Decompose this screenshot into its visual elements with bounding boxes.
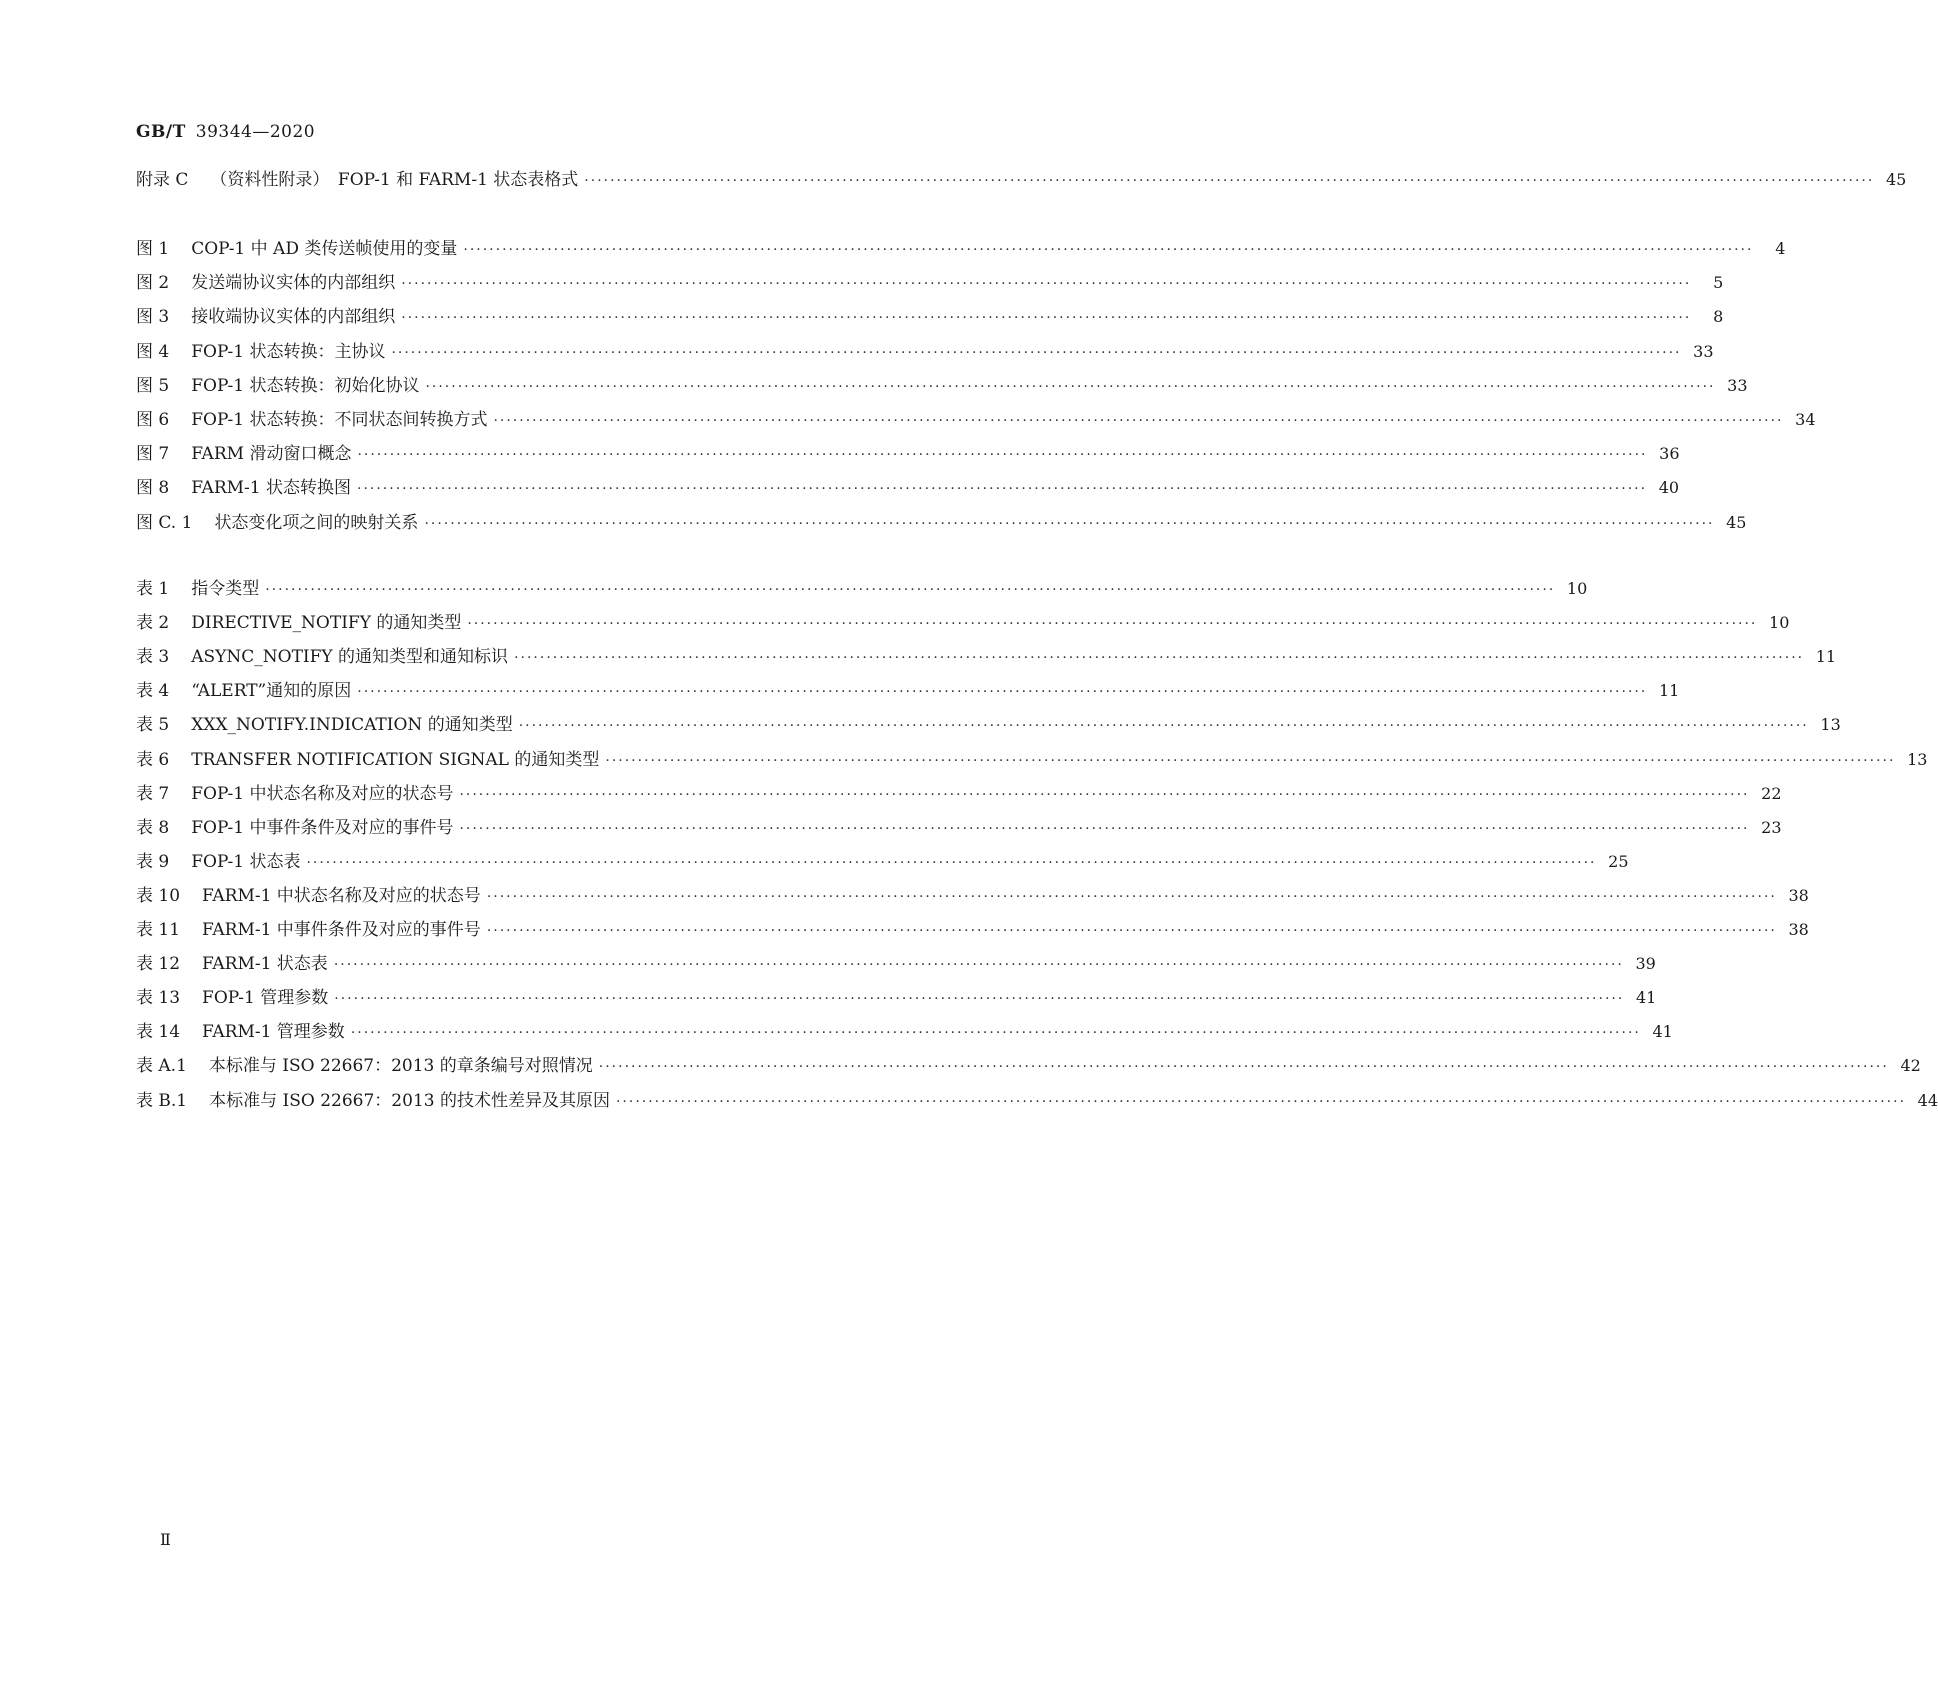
toc-entry-title: FOP-1 状态转换：主协议 <box>191 341 386 362</box>
toc-entry-label <box>136 710 513 740</box>
toc-entry-label <box>136 371 419 401</box>
toc-entry-label <box>136 642 508 672</box>
toc-entry-number: 表 A.1 <box>136 1056 187 1077</box>
toc-leader-dots: ········································································································································································································ <box>391 344 1682 361</box>
toc-entry-title: FARM-1 中状态名称及对应的状态号 <box>202 885 481 906</box>
toc-leader-dots: ········································································································································································································ <box>463 242 1754 258</box>
toc-entry-page: 41 <box>1635 988 1657 1008</box>
toc-leader-dots: ········································································································································································································ <box>598 1059 1889 1076</box>
page-number: Ⅱ <box>160 1530 171 1549</box>
toc-entry-number: 表 7 <box>136 783 170 804</box>
toc-entry[interactable] <box>136 915 1809 945</box>
toc-entry-page: 34 <box>1795 410 1816 429</box>
toc-entry-page: 40 <box>1658 478 1680 498</box>
toc-leader-dots: ········································································································································································································ <box>459 786 1750 803</box>
toc-entry-number: 表 12 <box>136 954 181 975</box>
toc-entry-label <box>136 949 328 979</box>
toc-entry-title: 指令类型 <box>191 579 260 599</box>
toc-entry-page: 41 <box>1652 1022 1673 1042</box>
page-header <box>136 122 315 142</box>
toc-entry-page: 22 <box>1761 783 1782 803</box>
toc-entry-number: 表 2 <box>136 613 170 634</box>
toc-entry-label <box>136 847 300 877</box>
toc-entry-page: 11 <box>1815 647 1837 667</box>
toc-entry[interactable] <box>136 881 1809 911</box>
toc-entry-page: 8 <box>1713 307 1724 327</box>
toc-leader-dots: ········································································································································································································ <box>333 957 1624 974</box>
toc-leader-dots: ········································································································································································································ <box>493 413 1784 429</box>
toc-entry-label <box>136 165 578 195</box>
toc-entry-label <box>136 1086 610 1116</box>
toc-entry[interactable] <box>136 234 1786 264</box>
toc-entry-number: 表 4 <box>136 681 170 702</box>
toc-entry-number: 表 1 <box>136 579 170 599</box>
toc-entry[interactable] <box>136 642 1837 672</box>
toc-leader-dots: ········································································································································································································ <box>306 854 1597 871</box>
toc-entry-title: DIRECTIVE_NOTIFY 的通知类型 <box>191 613 462 634</box>
toc-entry-page: 36 <box>1659 444 1680 464</box>
toc-entry-page: 33 <box>1693 341 1714 361</box>
toc-entry-page: 10 <box>1566 579 1588 598</box>
toc-entry-label <box>136 813 453 843</box>
toc-entry-page: 23 <box>1761 817 1782 837</box>
toc-entry-number: 图 7 <box>136 444 170 465</box>
standard-code: GB/T <box>136 122 186 142</box>
toc-entry-page: 13 <box>1907 749 1928 769</box>
toc-entry-page: 5 <box>1713 273 1724 293</box>
toc-leader-dots: ········································································································································································································ <box>401 276 1692 293</box>
toc-entry-label <box>136 745 599 775</box>
toc-entry-title: TRANSFER NOTIFICATION SIGNAL 的通知类型 <box>191 749 600 770</box>
toc-entry[interactable] <box>136 473 1680 503</box>
toc-entry-title: ASYNC_NOTIFY 的通知类型和通知标识 <box>191 647 509 668</box>
toc-leader-dots: ········································································································································································································ <box>584 173 1875 189</box>
toc-entry-title: 本标准与 ISO 22667：2013 的章条编号对照情况 <box>208 1056 593 1077</box>
toc-entry-page: 38 <box>1788 920 1809 939</box>
toc-entry[interactable] <box>136 508 1747 538</box>
toc-entry[interactable] <box>136 302 1724 332</box>
toc-leader-dots: ········································································································································································································ <box>605 752 1896 769</box>
toc-entry-number: 表 9 <box>136 851 170 872</box>
toc-leader-dots: ········································································································································································································ <box>357 447 1648 464</box>
toc-entry-title: FARM-1 管理参数 <box>202 1022 345 1043</box>
toc-leader-dots: ········································································································································································································ <box>350 1025 1641 1042</box>
toc-entry-title: FARM-1 状态转换图 <box>191 478 351 499</box>
toc-entry-title: FOP-1 中状态名称及对应的状态号 <box>191 783 454 804</box>
toc-entry[interactable] <box>136 847 1629 877</box>
toc-entry-page: 13 <box>1820 715 1841 735</box>
toc-entry-number: 图 5 <box>136 375 170 396</box>
toc-entry-page: 44 <box>1917 1090 1938 1110</box>
toc-entry-title: 接收端协议实体的内部组织 <box>191 307 396 328</box>
toc-entry-page: 11 <box>1658 681 1680 701</box>
toc-entry-label <box>136 234 457 264</box>
toc-entry-title: “ALERT”通知的原因 <box>191 681 352 702</box>
toc-entry-label <box>136 608 461 638</box>
toc-entry-label <box>136 779 453 809</box>
toc-leader-dots: ········································································································································································································ <box>265 582 1556 598</box>
toc-entry-number: 表 8 <box>136 817 170 838</box>
toc-entry-title: XXX_NOTIFY.INDICATION 的通知类型 <box>191 715 513 736</box>
toc-entry-number: 表 14 <box>136 1022 181 1043</box>
toc-entry-label <box>136 983 328 1013</box>
toc-entry[interactable] <box>136 1051 1921 1081</box>
toc-entry[interactable] <box>136 1086 1938 1116</box>
toc-entry[interactable] <box>136 813 1782 843</box>
toc-leader-dots: ········································································································································································································ <box>357 481 1648 498</box>
toc-entry-label <box>136 915 481 945</box>
toc-entry-label <box>136 1017 345 1047</box>
toc-entry-number: 图 C. 1 <box>136 512 193 533</box>
toc-entry-title: FOP-1 状态表 <box>191 851 301 872</box>
toc-entry-page: 33 <box>1727 375 1748 395</box>
toc-entry-title: FARM-1 状态表 <box>202 954 328 975</box>
toc-entry-label <box>136 881 481 911</box>
toc-entry-label <box>136 473 351 503</box>
toc-entry-page: 45 <box>1885 170 1907 189</box>
toc-entry[interactable] <box>136 1017 1673 1047</box>
toc-entry-title: FOP-1 状态转换：初始化协议 <box>191 375 420 396</box>
toc-entry-title: COP-1 中 AD 类传送帧使用的变量 <box>191 239 458 259</box>
toc-entry-title: FOP-1 中事件条件及对应的事件号 <box>191 817 454 838</box>
toc-entry[interactable] <box>136 608 1790 638</box>
toc-entry-label <box>136 302 395 332</box>
toc-leader-dots: ········································································································································································································ <box>459 820 1750 837</box>
toc-entry[interactable] <box>136 983 1657 1013</box>
toc-entry-number: 图 4 <box>136 341 170 362</box>
toc-entry-number: 图 1 <box>136 239 170 259</box>
toc-entry-number: 图 8 <box>136 478 170 499</box>
toc-entry-label <box>136 676 351 706</box>
toc-entry[interactable] <box>136 779 1782 809</box>
toc-entry-number: 表 6 <box>136 749 170 770</box>
toc-entry-label <box>136 574 259 604</box>
toc-entry-label <box>136 439 351 469</box>
toc-entry[interactable] <box>136 710 1841 740</box>
toc-entry-title: 发送端协议实体的内部组织 <box>191 273 396 294</box>
toc-entry-label <box>136 405 487 435</box>
toc-leader-dots: ········································································································································································································ <box>518 718 1809 735</box>
toc-entry[interactable] <box>136 268 1724 298</box>
toc-entry[interactable] <box>136 165 1907 195</box>
toc-leader-dots: ········································································································································································································ <box>514 650 1805 667</box>
toc-entry-page: 38 <box>1788 885 1809 905</box>
toc-entry-page: 39 <box>1635 954 1656 974</box>
toc-entry-number: 表 13 <box>136 988 181 1009</box>
toc-entry[interactable] <box>136 745 1928 775</box>
toc-leader-dots: ········································································································································································································ <box>486 923 1777 939</box>
toc-entry-page: 4 <box>1775 239 1786 258</box>
toc-entry-title: FOP-1 状态转换：不同状态间转换方式 <box>191 410 488 430</box>
toc-entry-title: FARM 滑动窗口概念 <box>191 444 352 465</box>
toc-entry-number: 表 3 <box>136 647 170 668</box>
toc-entry-page: 10 <box>1769 613 1790 633</box>
toc-entry-label <box>136 508 418 538</box>
toc-entry-label <box>136 1051 593 1081</box>
toc-entry-number: 图 3 <box>136 307 170 328</box>
toc-entry[interactable] <box>136 949 1656 979</box>
toc-entry-title: 本标准与 ISO 22667：2013 的技术性差异及其原因 <box>209 1090 610 1111</box>
toc-entry-number: 表 10 <box>136 885 181 906</box>
toc-leader-dots: ········································································································································································································ <box>615 1093 1907 1110</box>
toc-entry-page: 25 <box>1608 851 1629 871</box>
toc-entry-title: 状态变化项之间的映射关系 <box>214 512 419 533</box>
toc-leader-dots: ········································································································································································································ <box>401 310 1692 327</box>
toc-leader-dots: ········································································································································································································ <box>486 888 1777 905</box>
toc-entry[interactable] <box>136 405 1816 435</box>
toc-leader-dots: ········································································································································································································ <box>425 378 1716 395</box>
toc-entry-number: 表 11 <box>136 920 181 940</box>
toc-entry-number: 表 5 <box>136 715 170 736</box>
toc-entry[interactable] <box>136 337 1714 367</box>
toc-leader-dots: ········································································································································································································ <box>467 616 1758 633</box>
toc-entry-number: 表 B.1 <box>136 1090 188 1111</box>
toc-entry-page: 42 <box>1900 1056 1921 1076</box>
toc-entry[interactable] <box>136 574 1588 604</box>
toc-entry-title: FARM-1 中事件条件及对应的事件号 <box>202 920 481 940</box>
toc-entry-number: 图 2 <box>136 273 170 294</box>
toc-entry-title: FOP-1 管理参数 <box>202 988 329 1009</box>
toc-leader-dots: ········································································································································································································ <box>424 515 1715 532</box>
toc-entry-number: 附录 C <box>136 170 189 190</box>
toc-leader-dots: ········································································································································································································ <box>357 684 1648 701</box>
toc-entry[interactable] <box>136 439 1680 469</box>
toc-entry-label <box>136 268 395 298</box>
toc-entry-label <box>136 337 385 367</box>
toc-entry-page: 45 <box>1726 512 1747 532</box>
toc-entry[interactable] <box>136 676 1680 706</box>
toc-entry-title: （资料性附录） FOP-1 和 FARM-1 状态表格式 <box>210 170 579 190</box>
toc-entry[interactable] <box>136 371 1748 401</box>
toc-entry-number: 图 6 <box>136 410 170 430</box>
standard-number: 39344—2020 <box>195 122 316 142</box>
toc-leader-dots: ········································································································································································································ <box>334 991 1625 1008</box>
